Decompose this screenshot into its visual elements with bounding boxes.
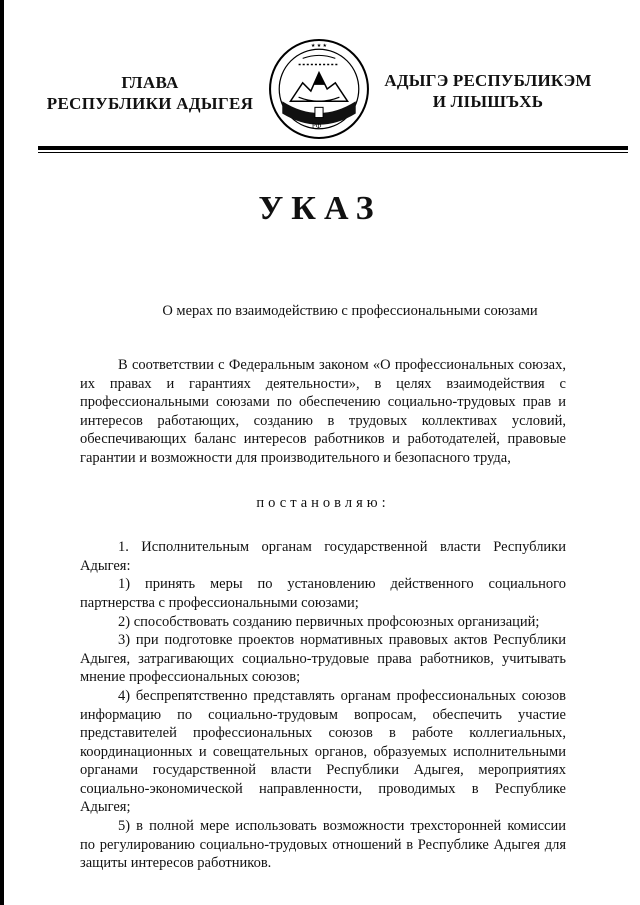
decree-word: постановляю: <box>256 494 390 511</box>
scan-edge <box>0 0 4 905</box>
header-right-line1: АДЫГЭ РЕСПУБЛИКЭМ <box>384 71 592 90</box>
subitem-4: 4) беспрепятственно представлять органам профессиональных союзов информацию по социально-трудовым вопросам, обеспечить участие представителей профессиональных союзов в работе коллегиальных, координационных и совещательных органов, образуемых исполнительными органами государственной власти Республики Адыгея, мероприятиях социально-экономической направленности, проводимых в Республике Адыгея; <box>80 687 566 816</box>
document-subtitle: О мерах по взаимодействию с профессиональными союзами <box>162 303 538 319</box>
document-body <box>80 356 566 873</box>
header-left-line1: ГЛАВА <box>121 73 179 92</box>
header-right-line2: И ЛIЫШЪХЬ <box>432 92 544 111</box>
document-title: УКАЗ <box>258 190 382 227</box>
header-left-line2: РЕСПУБЛИКИ АДЫГЕЯ <box>46 94 254 113</box>
item-1: 1. Исполнительным органам государственной власти Республики Адыгея: <box>80 539 566 574</box>
subitem-2: 2) способствовать созданию первичных профсоюзных организаций; <box>118 613 540 630</box>
subitem-1: 1) принять меры по установлению действенного социального партнерства с профессиональными союзами; <box>80 576 566 611</box>
header-right <box>378 70 598 112</box>
header-rule-thick <box>38 146 628 150</box>
subitem-5: 5) в полной мере использовать возможности трехсторонней комиссии по регулированию социально-трудовых отношений в Республике Адыгея для защиты интересов работников. <box>80 818 566 872</box>
coat-of-arms-emblem-icon <box>268 38 370 140</box>
header-left <box>38 72 262 114</box>
header-rule-thin <box>38 152 628 153</box>
svg-text:★ ★ ★: ★ ★ ★ <box>310 43 328 50</box>
subitem-3: 3) при подготовке проектов нормативных правовых актов Республики Адыгея, затрагивающих социально-трудовые права работников, учитывать мнение профессиональных союзов; <box>80 632 566 686</box>
emblem-letters: РФ <box>311 121 322 130</box>
preamble-paragraph: В соответствии с Федеральным законом «О профессиональных союзах, их правах и гарантиях деятельности», в целях взаимодействия с профессиональными союзами по обеспечению социально-трудовых прав и интересов работающих, созданию в трудовых коллективах условий, обеспечивающих баланс интересов работников и работодателей, правовые гарантии и возможности для производительного и безопасного труда, <box>80 357 566 466</box>
